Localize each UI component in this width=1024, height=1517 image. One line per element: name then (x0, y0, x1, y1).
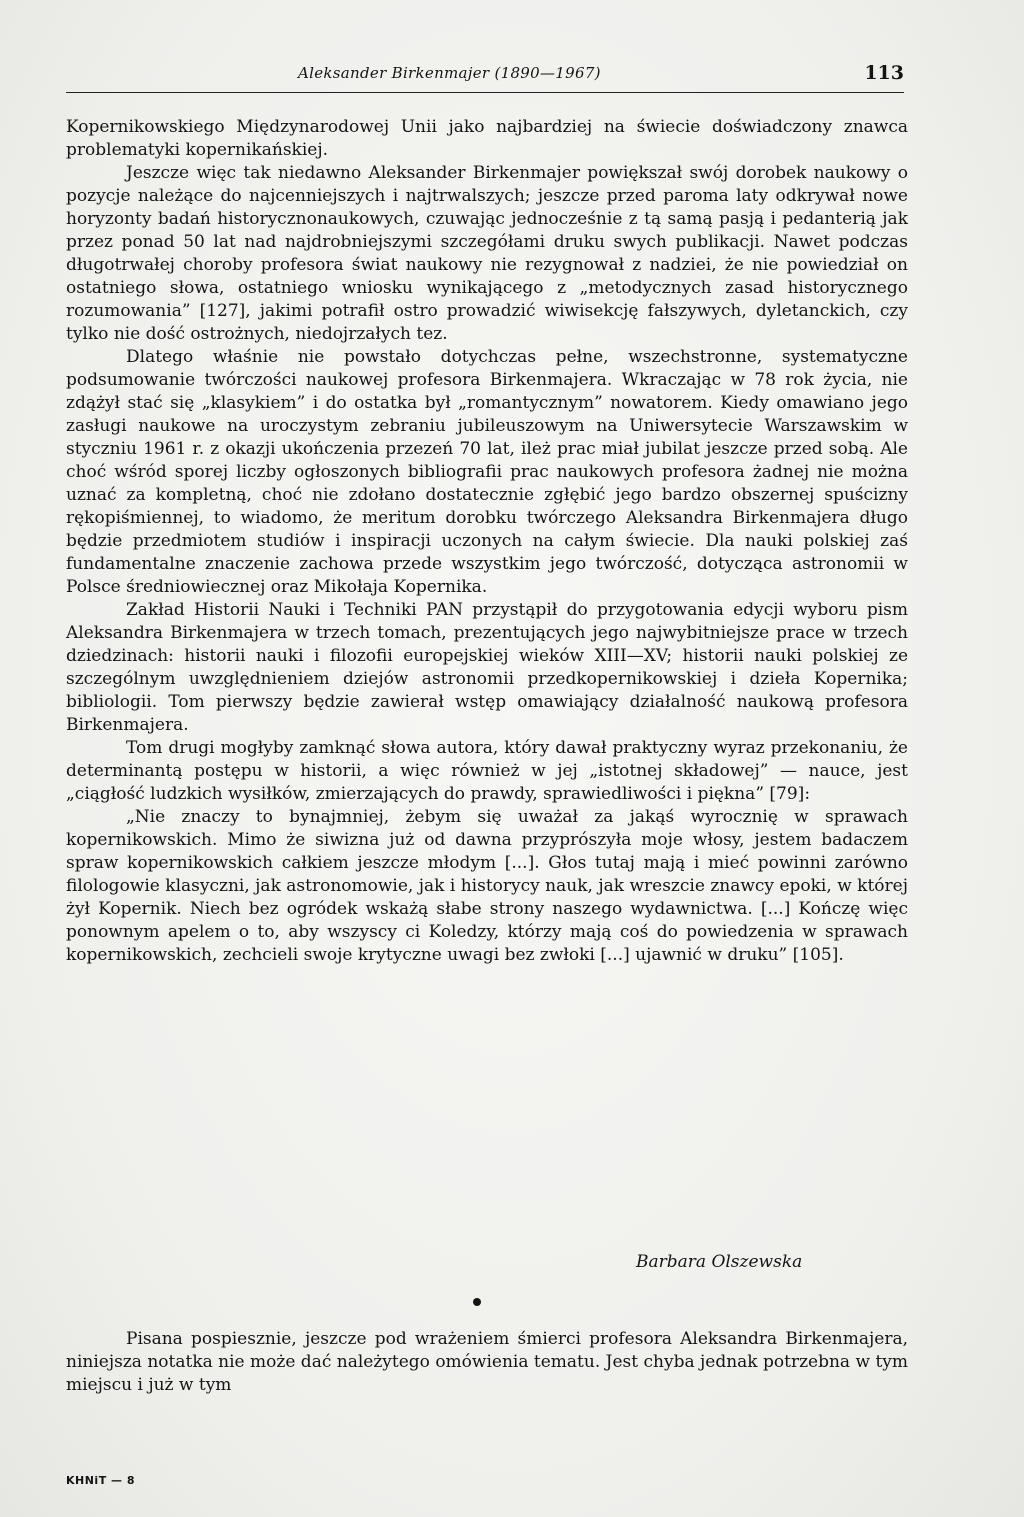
paragraph: Kopernikowskiego Międzynarodowej Unii jako najbardziej na świecie doświadczony znawca problematyki kopernikańskiej. (66, 117, 908, 160)
running-head (66, 64, 904, 93)
paragraph: Zakład Historii Nauki i Techniki PAN przystąpił do przygotowania edycji wyboru pism Aleksandra Birkenmajera w trzech tomach, prezentujących jego najwybitniejsze prace w trzech dziedzinach: historii nauki i filozofii europejskiej wieków XIII—XV; historii nauki polskiej ze szczególnym uwzględnieniem dziejów astronomii przedkopernikowskiej i dzieła Kopernika; bibliologii. Tom pierwszy będzie zawierał wstęp omawiający działalność naukową profesora Birkenmajera. (66, 600, 908, 735)
note-paragraph: Pisana pospiesznie, jeszcze pod wrażeniem śmierci profesora Aleksandra Birkenmajera, niniejsza notatka nie może dać należytego omówienia tematu. Jest chyba jednak potrzebna w tym miejscu i już w tym (66, 1329, 908, 1395)
page-number: 113 (864, 62, 904, 84)
quotation-paragraph: „Nie znaczy to bynajmniej, żebym się uważał za jakąś wyrocznię w sprawach kopernikowskich. Mimo że siwizna już od dawna przyprószyła moje włosy, jestem badaczem spraw kopernikowskich całkiem jeszcze młodym [...]. Głos tutaj mają i mieć powinni zarówno filologowie klasyczni, jak astronomowie, jak i historycy nauk, jak wreszcie znawcy epoki, w której żył Kopernik. Niech bez ogródek wskażą słabe strony naszego wydawnictwa. [...] Kończę więc ponownym apelem o to, aby wszyscy ci Koledzy, którzy mają coś do powiedzenia w sprawach kopernikowskich, zechcieli swoje krytyczne uwagi bez zwłoki [...] ujawnić w druku” [105]. (66, 807, 908, 965)
running-title: Aleksander Birkenmajer (1890—1967) (298, 64, 601, 82)
author-signature: Barbara Olszewska (636, 1252, 803, 1272)
paragraph: Tom drugi mogłyby zamknąć słowa autora, który dawał praktyczny wyraz przekonaniu, że determinantą postępu w historii, a więc również w jej „istotnej składowej” — nauce, jest „ciągłość ludzkich wysiłków, zmierzających do prawdy, sprawiedliwości i piękna” [79]: (66, 738, 908, 804)
section-separator-bullet (473, 1298, 481, 1306)
paragraph: Jeszcze więc tak niedawno Aleksander Birkenmajer powiększał swój dorobek naukowy o pozycje należące do najcenniejszych i najtrwalszych; jeszcze przed paroma laty odkrywał nowe horyzonty badań historycznonaukowych, czuwając jednocześnie z tą samą pasją i pedanterią jak przez ponad 50 lat nad najdrobniejszymi szczegółami druku swych publikacji. Nawet podczas długotrwałej choroby profesora świat naukowy nie rezygnował z nadziei, że nie powiedział on ostatniego słowa, ostatniego wniosku wynikającego z „metodycznych zasad historycznego rozumowania” [127], jakimi potrafił ostro prowadzić wiwisekcję fałszywych, dyletanckich, czy tylko nie dość ostrożnych, niedojrzałych tez. (66, 163, 908, 344)
article-body (66, 116, 908, 967)
note-section (66, 1328, 908, 1397)
sheet-signature-mark: KHNiT — 8 (66, 1474, 136, 1487)
paragraph: Dlatego właśnie nie powstało dotychczas pełne, wszechstronne, systematyczne podsumowanie twórczości naukowej profesora Birkenmajera. Wkraczając w 78 rok życia, nie zdążył stać się „klasykiem” i do ostatka był „romantycznym” nowatorem. Kiedy omawiano jego zasługi naukowe na uroczystym zebraniu jubileuszowym na Uniwersytecie Warszawskim w styczniu 1961 r. z okazji ukończenia przezeń 70 lat, ileż prac miał jubilat jeszcze przed sobą. Ale choć wśród sporej liczby ogłoszonych bibliografii prac naukowych profesora żadnej nie można uznać za kompletną, choć nie zdołano dostatecznie zgłębić jego bardzo obszernej spuścizny rękopiśmiennej, to wiadomo, że meritum dorobku twórczego Aleksandra Birkenmajera długo będzie przedmiotem studiów i inspiracji uczonych na całym świecie. Dla nauki polskiej zaś fundamentalne znaczenie zachowa przede wszystkim jego twórczość, dotycząca astronomii w Polsce średniowiecznej oraz Mikołaja Kopernika. (66, 347, 908, 597)
